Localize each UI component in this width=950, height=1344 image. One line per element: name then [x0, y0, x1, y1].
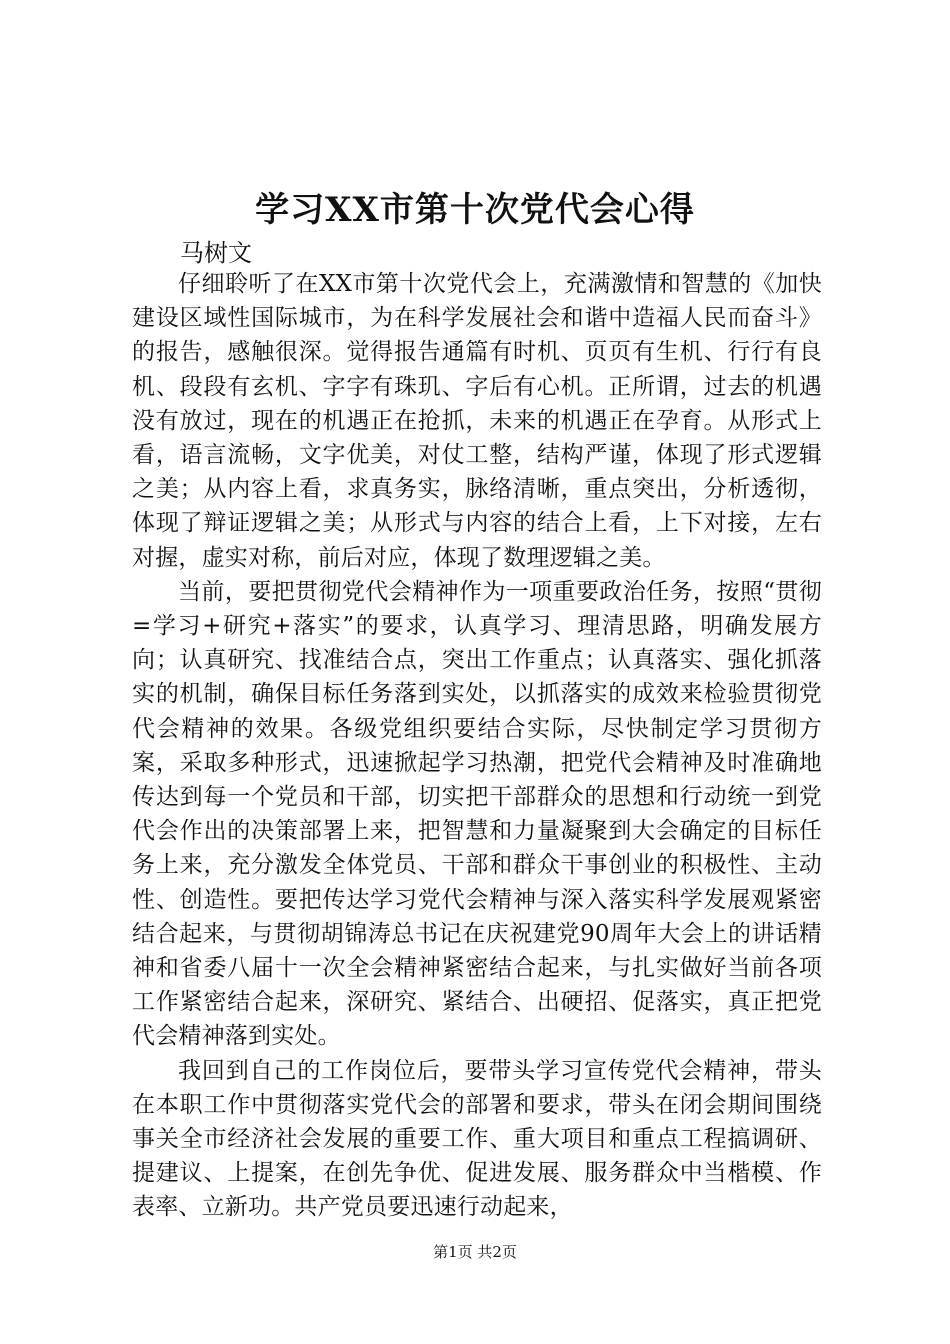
paragraph-1: 仔细聆听了在XX市第十次党代会上，充满激情和智慧的《加快建设区域性国际城市，为在科学发展社会和谐中造福人民而奋斗》的报告，感触很深。觉得报告通篇有时机、页页有生机、行行有良机、段段有玄机、字字有珠玑、字后有心机。正所谓，过去的机遇没有放过，现在的机遇正在抢抓，未来的机遇正在孕育。从形式上看，语言流畅，文字优美，对仗工整，结构严谨，体现了形式逻辑之美；从内容上看，求真务实，脉络清晰，重点突出，分析透彻，体现了辩证逻辑之美；从形式与内容的结合上看，上下对接，左右对握，虚实对称，前后对应，体现了数理逻辑之美。: [132, 271, 822, 571]
document-body: [132, 267, 822, 1225]
document-author: 马树文: [180, 239, 252, 267]
paragraph-3: 我回到自己的工作岗位后，要带头学习宣传党代会精神，带头在本职工作中贯彻落实党代会的部署和要求，带头在闭会期间围绕事关全市经济社会发展的重要工作、重大项目和重点工程搞调研、提建议、上提案，在创先争优、促进发展、服务群众中当楷模、作表率、立新功。共产党员要迅速行动起来，: [132, 1057, 822, 1221]
paragraph-2: 当前，要把贯彻党代会精神作为一项重要政治任务，按照“贯彻=学习+研究+落实”的要求，认真学习、理清思路，明确发展方向；认真研究、找准结合点，突出工作重点；认真落实、强化抓落实的机制，确保目标任务落到实处，以抓落实的成效来检验贯彻党代会精神的效果。各级党组织要结合实际，尽快制定学习贯彻方案，采取多种形式，迅速掀起学习热潮，把党代会精神及时准确地传达到每一个党员和干部，切实把干部群众的思想和行动统一到党代会作出的决策部署上来，把智慧和力量凝聚到大会确定的目标任务上来，充分激发全体党员、干部和群众干事创业的积极性、主动性、创造性。要把传达学习党代会精神与深入落实科学发展观紧密结合起来，与贯彻胡锦涛总书记在庆祝建党90周年大会上的讲话精神和省委八届十一次全会精神紧密结合起来，与扎实做好当前各项工作紧密结合起来，深研究、紧结合、出硬招、促落实，真正把党代会精神落到实处。: [132, 578, 822, 1050]
document-title: 学习XX市第十次党代会心得: [255, 190, 695, 230]
page-number-footer: 第1页 共2页: [433, 1243, 517, 1261]
